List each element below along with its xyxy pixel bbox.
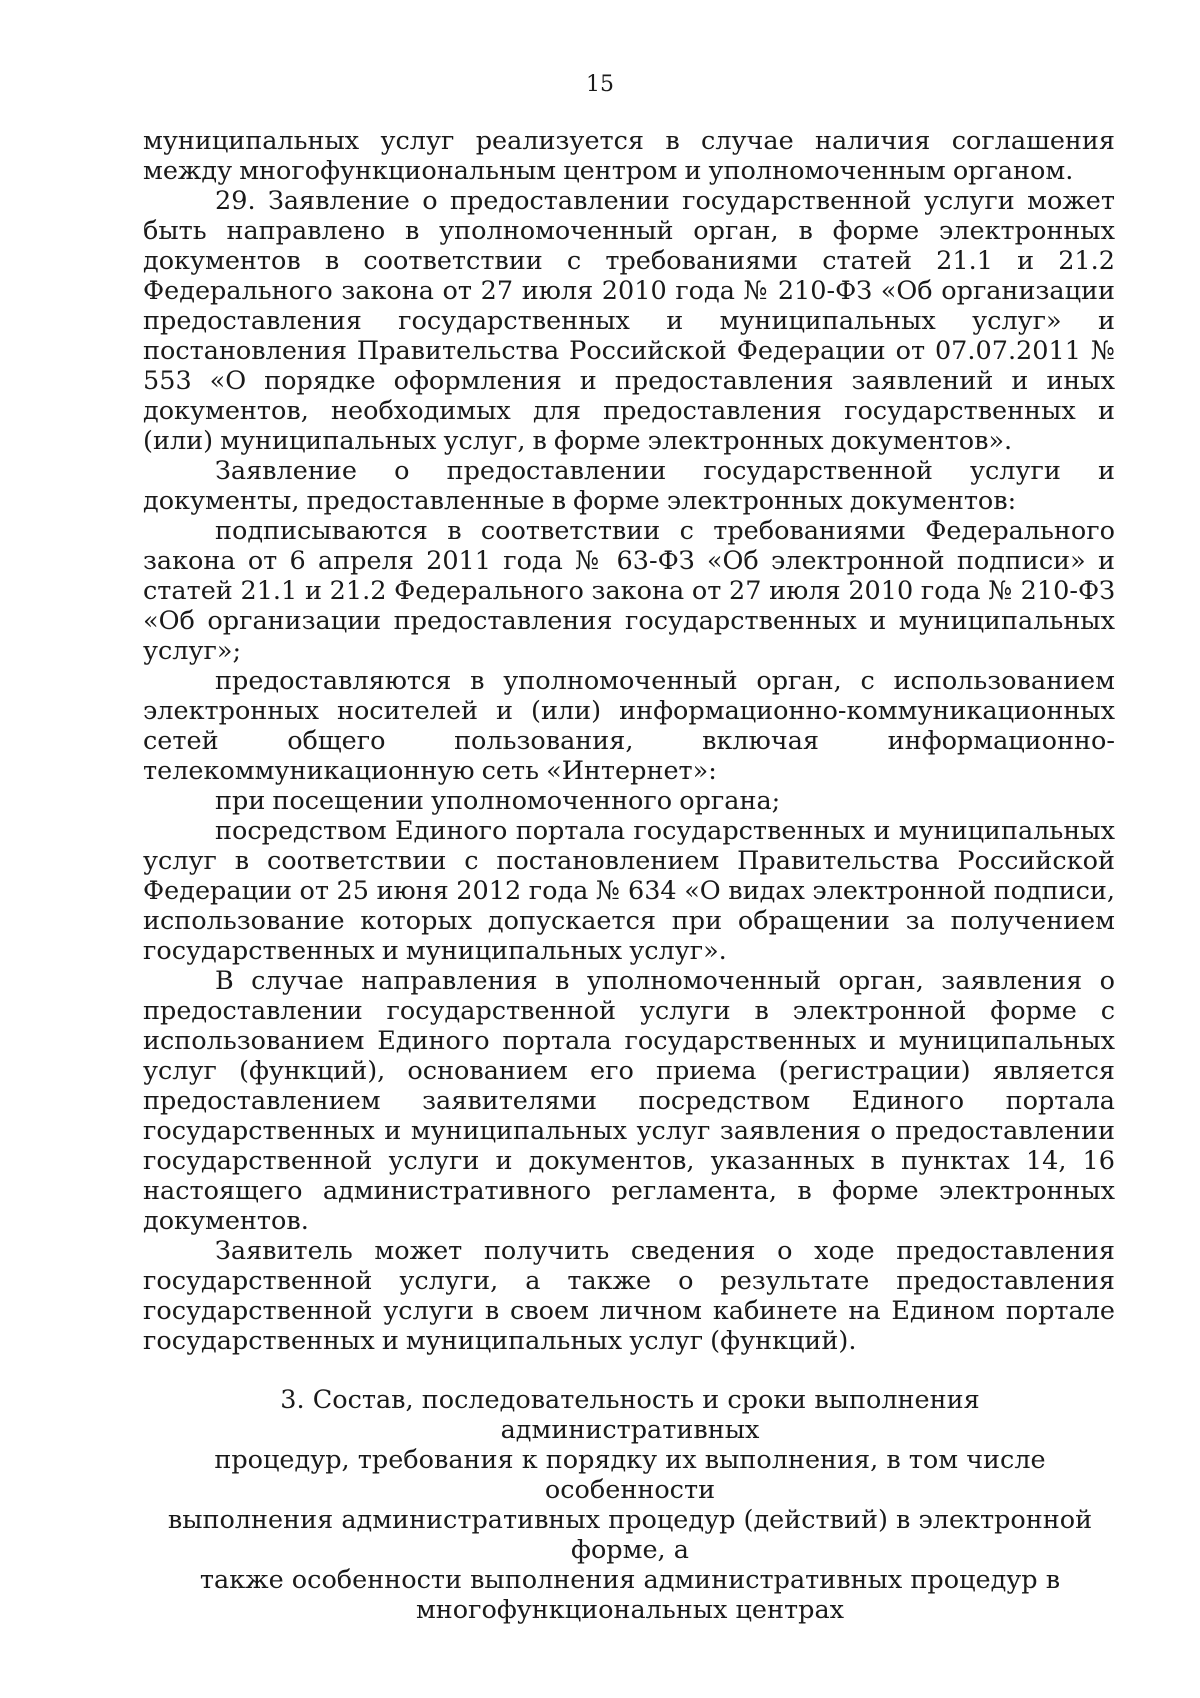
paragraph-continuation: муниципальных услуг реализуется в случае наличия соглашения между многофункциональным центром и уполномоченным органом. [143, 126, 1115, 186]
section-heading-line: выполнения административных процедур (действий) в электронной форме, а [167, 1505, 1093, 1565]
page-number: 15 [586, 72, 614, 97]
section-heading-line: 3. Состав, последовательность и сроки выполнения административных [280, 1385, 980, 1445]
section-heading-line: процедур, требования к порядку их выполнения, в том числе особенности [214, 1445, 1046, 1505]
paragraph-visit: при посещении уполномоченного органа; [215, 786, 781, 816]
body-text [143, 126, 1115, 1356]
paragraph-signed: подписываются в соответствии с требованиями Федерального закона от 6 апреля 2011 года № 63-ФЗ «Об электронной подписи» и статей 21.1 и 21.2 Федерального закона от 27 июля 2010 года № 210-ФЗ «Об организации предоставления государственных и муниципальных услуг»; [143, 516, 1115, 666]
paragraph-portal: посредством Единого портала государственных и муниципальных услуг в соответствии с постановлением Правительства Российской Федерации от 25 июня 2012 года № 634 «О видах электронной подписи, использование которых допускается при обращении за получением государственных и муниципальных услуг». [143, 816, 1115, 966]
paragraph-electronic-documents: Заявление о предоставлении государственной услуги и документы, предоставленные в форме электронных документов: [143, 456, 1115, 516]
paragraph-status-info: Заявитель может получить сведения о ходе предоставления государственной услуги, а также о результате предоставления государственной услуги в своем личном кабинете на Едином портале государственных и муниципальных услуг (функций). [143, 1236, 1115, 1356]
section-heading-line: также особенности выполнения административных процедур в [199, 1565, 1061, 1595]
section-heading [160, 1385, 1100, 1625]
paragraph-submitted: предоставляются в уполномоченный орган, с использованием электронных носителей и (или) информационно-коммуникационных сетей общего пользования, включая информационно-телекоммуникационную сеть «Интернет»: [143, 666, 1115, 786]
paragraph-item-29: 29. Заявление о предоставлении государственной услуги может быть направлено в уполномоченный орган, в форме электронных документов в соответствии с требованиями статей 21.1 и 21.2 Федерального закона от 27 июля 2010 года № 210-ФЗ «Об организации предоставления государственных и муниципальных услуг» и постановления Правительства Российской Федерации от 07.07.2011 № 553 «О порядке оформления и предоставления заявлений и иных документов, необходимых для предоставления государственных и (или) муниципальных услуг, в форме электронных документов». [143, 186, 1115, 456]
paragraph-registration: В случае направления в уполномоченный орган, заявления о предоставлении государственной услуги в электронной форме с использованием Единого портала государственных и муниципальных услуг (функций), основанием его приема (регистрации) является предоставлением заявителями посредством Единого портала государственных и муниципальных услуг заявления о предоставлении государственной услуги и документов, указанных в пунктах 14, 16 настоящего административного регламента, в форме электронных документов. [143, 966, 1115, 1236]
section-heading-line: многофункциональных центрах [415, 1595, 845, 1625]
